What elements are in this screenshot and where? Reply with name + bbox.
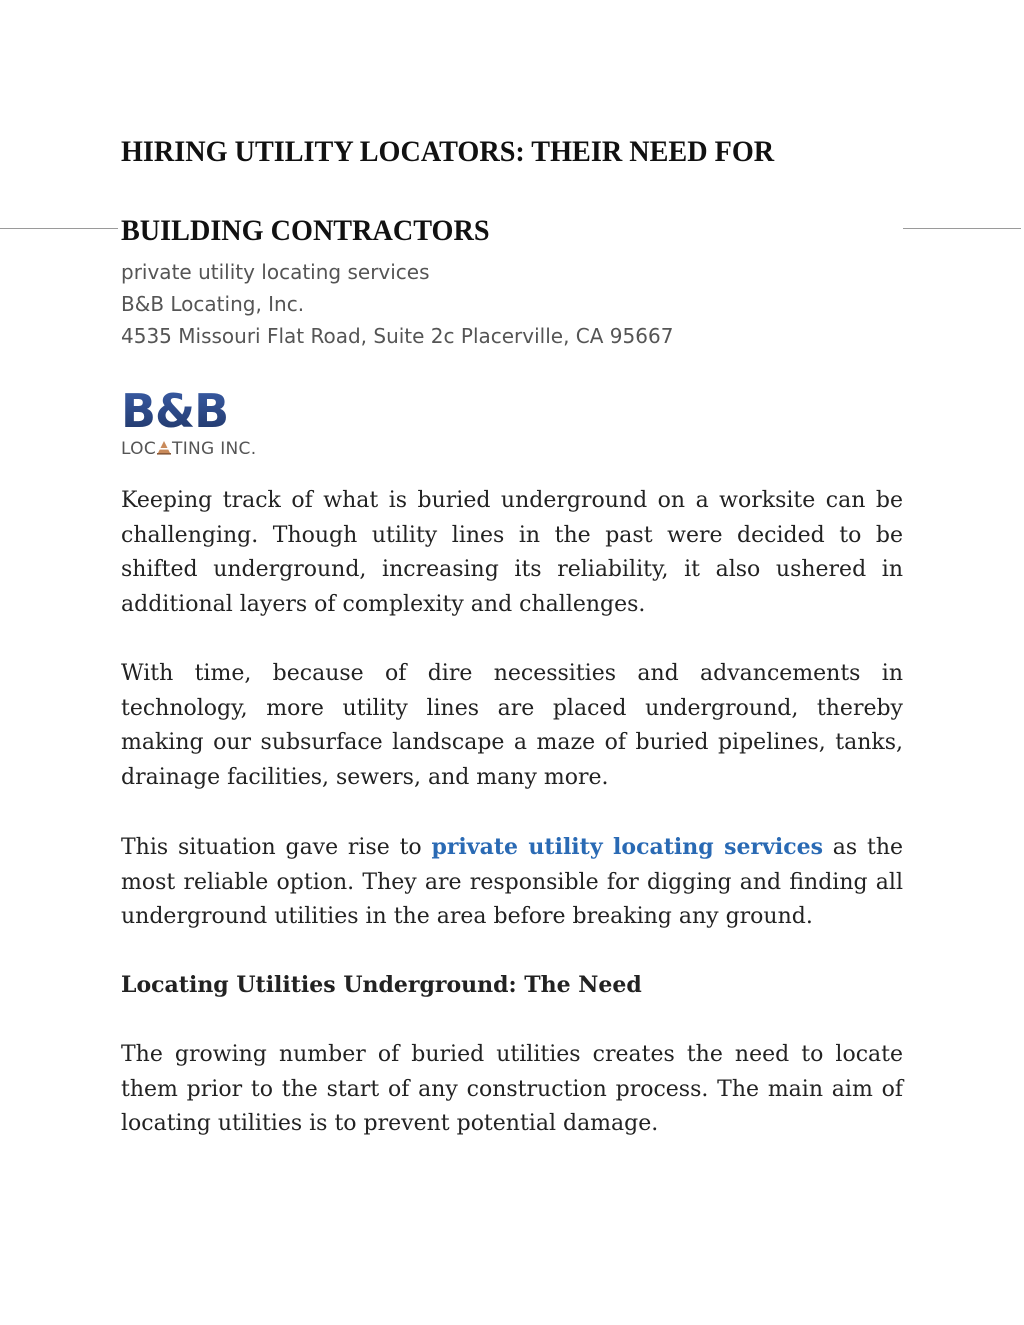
meta-company: B&B Locating, Inc. [121, 292, 305, 316]
document-meta [121, 256, 673, 352]
logo-subtitle [121, 439, 256, 459]
logo-mark: B&B [121, 384, 229, 438]
document-title-line-2: BUILDING CONTRACTORS [121, 214, 490, 247]
divider-right [903, 228, 1021, 229]
meta-address: 4535 Missouri Flat Road, Suite 2c Placerville, CA 95667 [121, 324, 674, 348]
paragraph-need: The growing number of buried utilities creates the need to locate them prior to the start of any construction process. The main aim of locating utilities is to prevent potential damage. [121, 1042, 903, 1137]
section-heading: Locating Utilities Underground: The Need [121, 972, 642, 998]
document-title: HIRING UTILITY LOCATORS: THEIR NEED FOR [121, 135, 775, 168]
paragraph-intro: Keeping track of what is buried underground on a worksite can be challenging. Though utility lines in the past were decided to be shifted underground, increasing its reliability, it also ushered in additional layers of complexity and challenges. [121, 488, 903, 618]
meta-keyword: private utility locating services [121, 260, 430, 284]
paragraph-services [121, 830, 903, 935]
logo-subtitle-suffix: TING INC. [172, 439, 257, 459]
title-continuation-clip [121, 192, 903, 247]
paragraph-services-lead: This situation gave rise to [121, 835, 432, 860]
services-link[interactable]: private utility locating services [431, 834, 823, 860]
logo-subtitle-prefix: LOC [121, 439, 157, 459]
cone-icon [157, 440, 171, 455]
paragraph-history: With time, because of dire necessities and advancements in technology, more utility lines are placed underground, thereby making our subsurface landscape a maze of buried pipelines, tanks, drainage facilities, sewers, and many more. [121, 661, 903, 791]
paragraph-services-tail: as the most reliable option. They are responsible for digging and finding all underground utilities in the area before breaking any ground. [121, 835, 904, 930]
divider-left [0, 228, 118, 229]
company-logo [121, 385, 281, 461]
